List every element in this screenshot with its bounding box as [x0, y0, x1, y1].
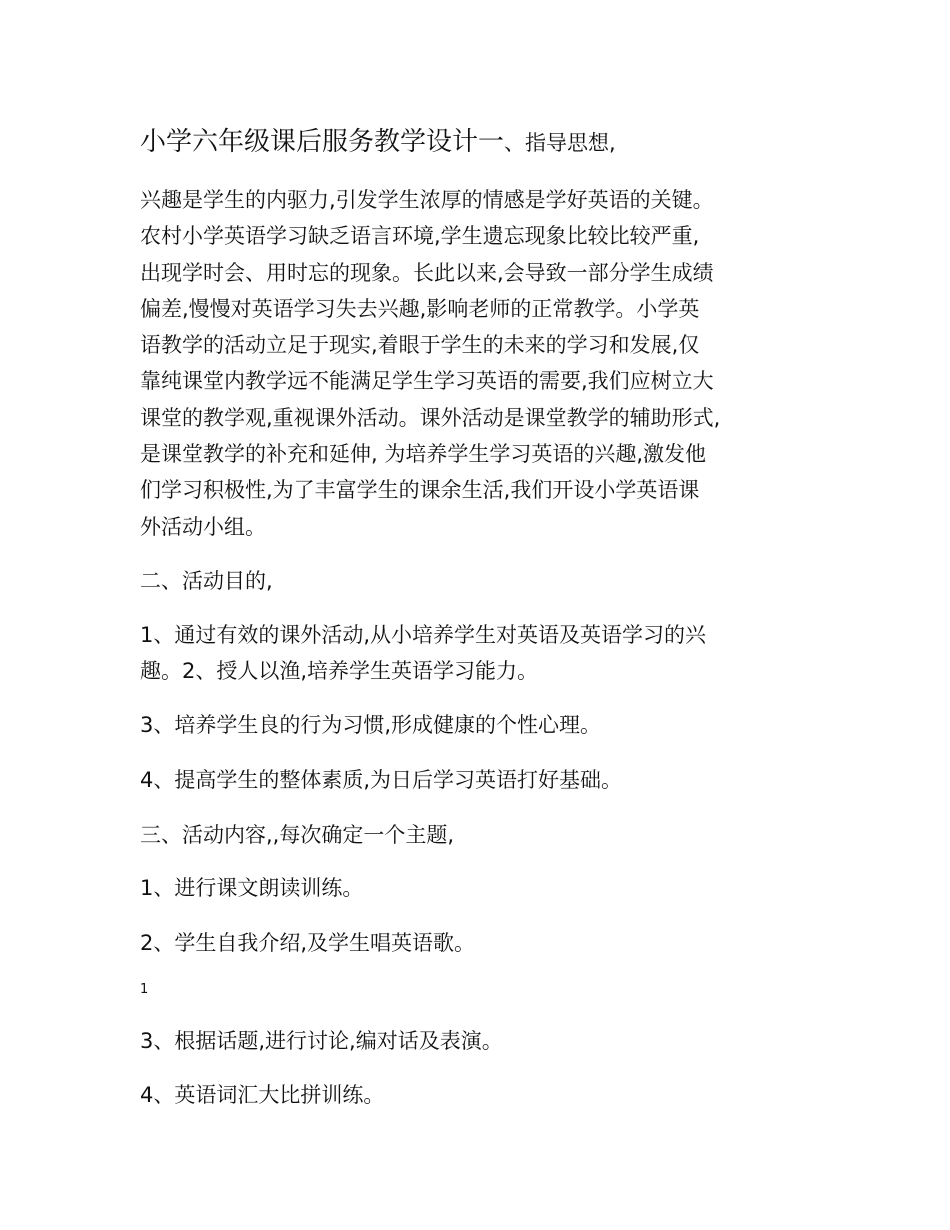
section3-heading: 三、活动内容,,每次确定一个主题,	[140, 823, 455, 847]
goal3-item: 3、培养学生良的行为习惯,形成健康的个性心理。	[140, 713, 602, 737]
goal4-item: 4、提高学生的整体素质,为日后学习英语打好基础。	[140, 768, 623, 792]
document-title	[140, 122, 830, 163]
title-section1-heading: 、指导思想,	[504, 131, 616, 155]
section2-heading: 二、活动目的,	[140, 569, 273, 593]
paragraph-line: 兴趣是学生的内驱力,引发学生浓厚的情感是学好英语的关键。	[140, 188, 714, 212]
content3-item: 3、根据话题,进行讨论,编对话及表演。	[140, 1029, 503, 1053]
paragraph-line: 课堂的教学观,重视课外活动。课外活动是课堂教学的辅助形式,	[140, 405, 721, 430]
intro-paragraph	[140, 182, 830, 545]
title-main: 小学六年级课后服务教学设计一	[140, 127, 505, 157]
content4-item: 4、英语词汇大比拼训练。	[140, 1083, 385, 1107]
content1-item: 1、进行课文朗读训练。	[140, 876, 364, 900]
paragraph-line: 语教学的活动立足于现实,着眼于学生的未来的学习和发展,仅	[140, 333, 700, 358]
paragraph-line: 偏差,慢慢对英语学习失去兴趣,影响老师的正常教学。小学英	[140, 296, 700, 321]
page-number: 1	[140, 982, 149, 997]
paragraph-line: 是课堂教学的补充和延伸, 为培养学生学习英语的兴趣,激发他	[140, 442, 707, 467]
paragraph-line: 趣。2、授人以渔,培养学生英语学习能力。	[140, 659, 539, 684]
paragraph-line: 靠纯课堂内教学远不能满足学生学习英语的需要,我们应树立大	[140, 369, 714, 394]
paragraph-line: 1、通过有效的课外活动,从小培养学生对英语及英语学习的兴	[140, 623, 707, 647]
content2-item: 2、学生自我介绍,及学生唱英语歌。	[140, 931, 476, 955]
paragraph-line: 外活动小组。	[140, 514, 266, 539]
goal1-paragraph	[140, 617, 830, 690]
paragraph-line: 们学习积极性,为了丰富学生的课余生活,我们开设小学英语课	[140, 478, 700, 503]
paragraph-line: 出现学时会、用时忘的现象。长此以来,会导致一部分学生成绩	[140, 260, 714, 285]
paragraph-line: 农村小学英语学习缺乏语言环境,学生遗忘现象比较比较严重,	[140, 224, 700, 249]
